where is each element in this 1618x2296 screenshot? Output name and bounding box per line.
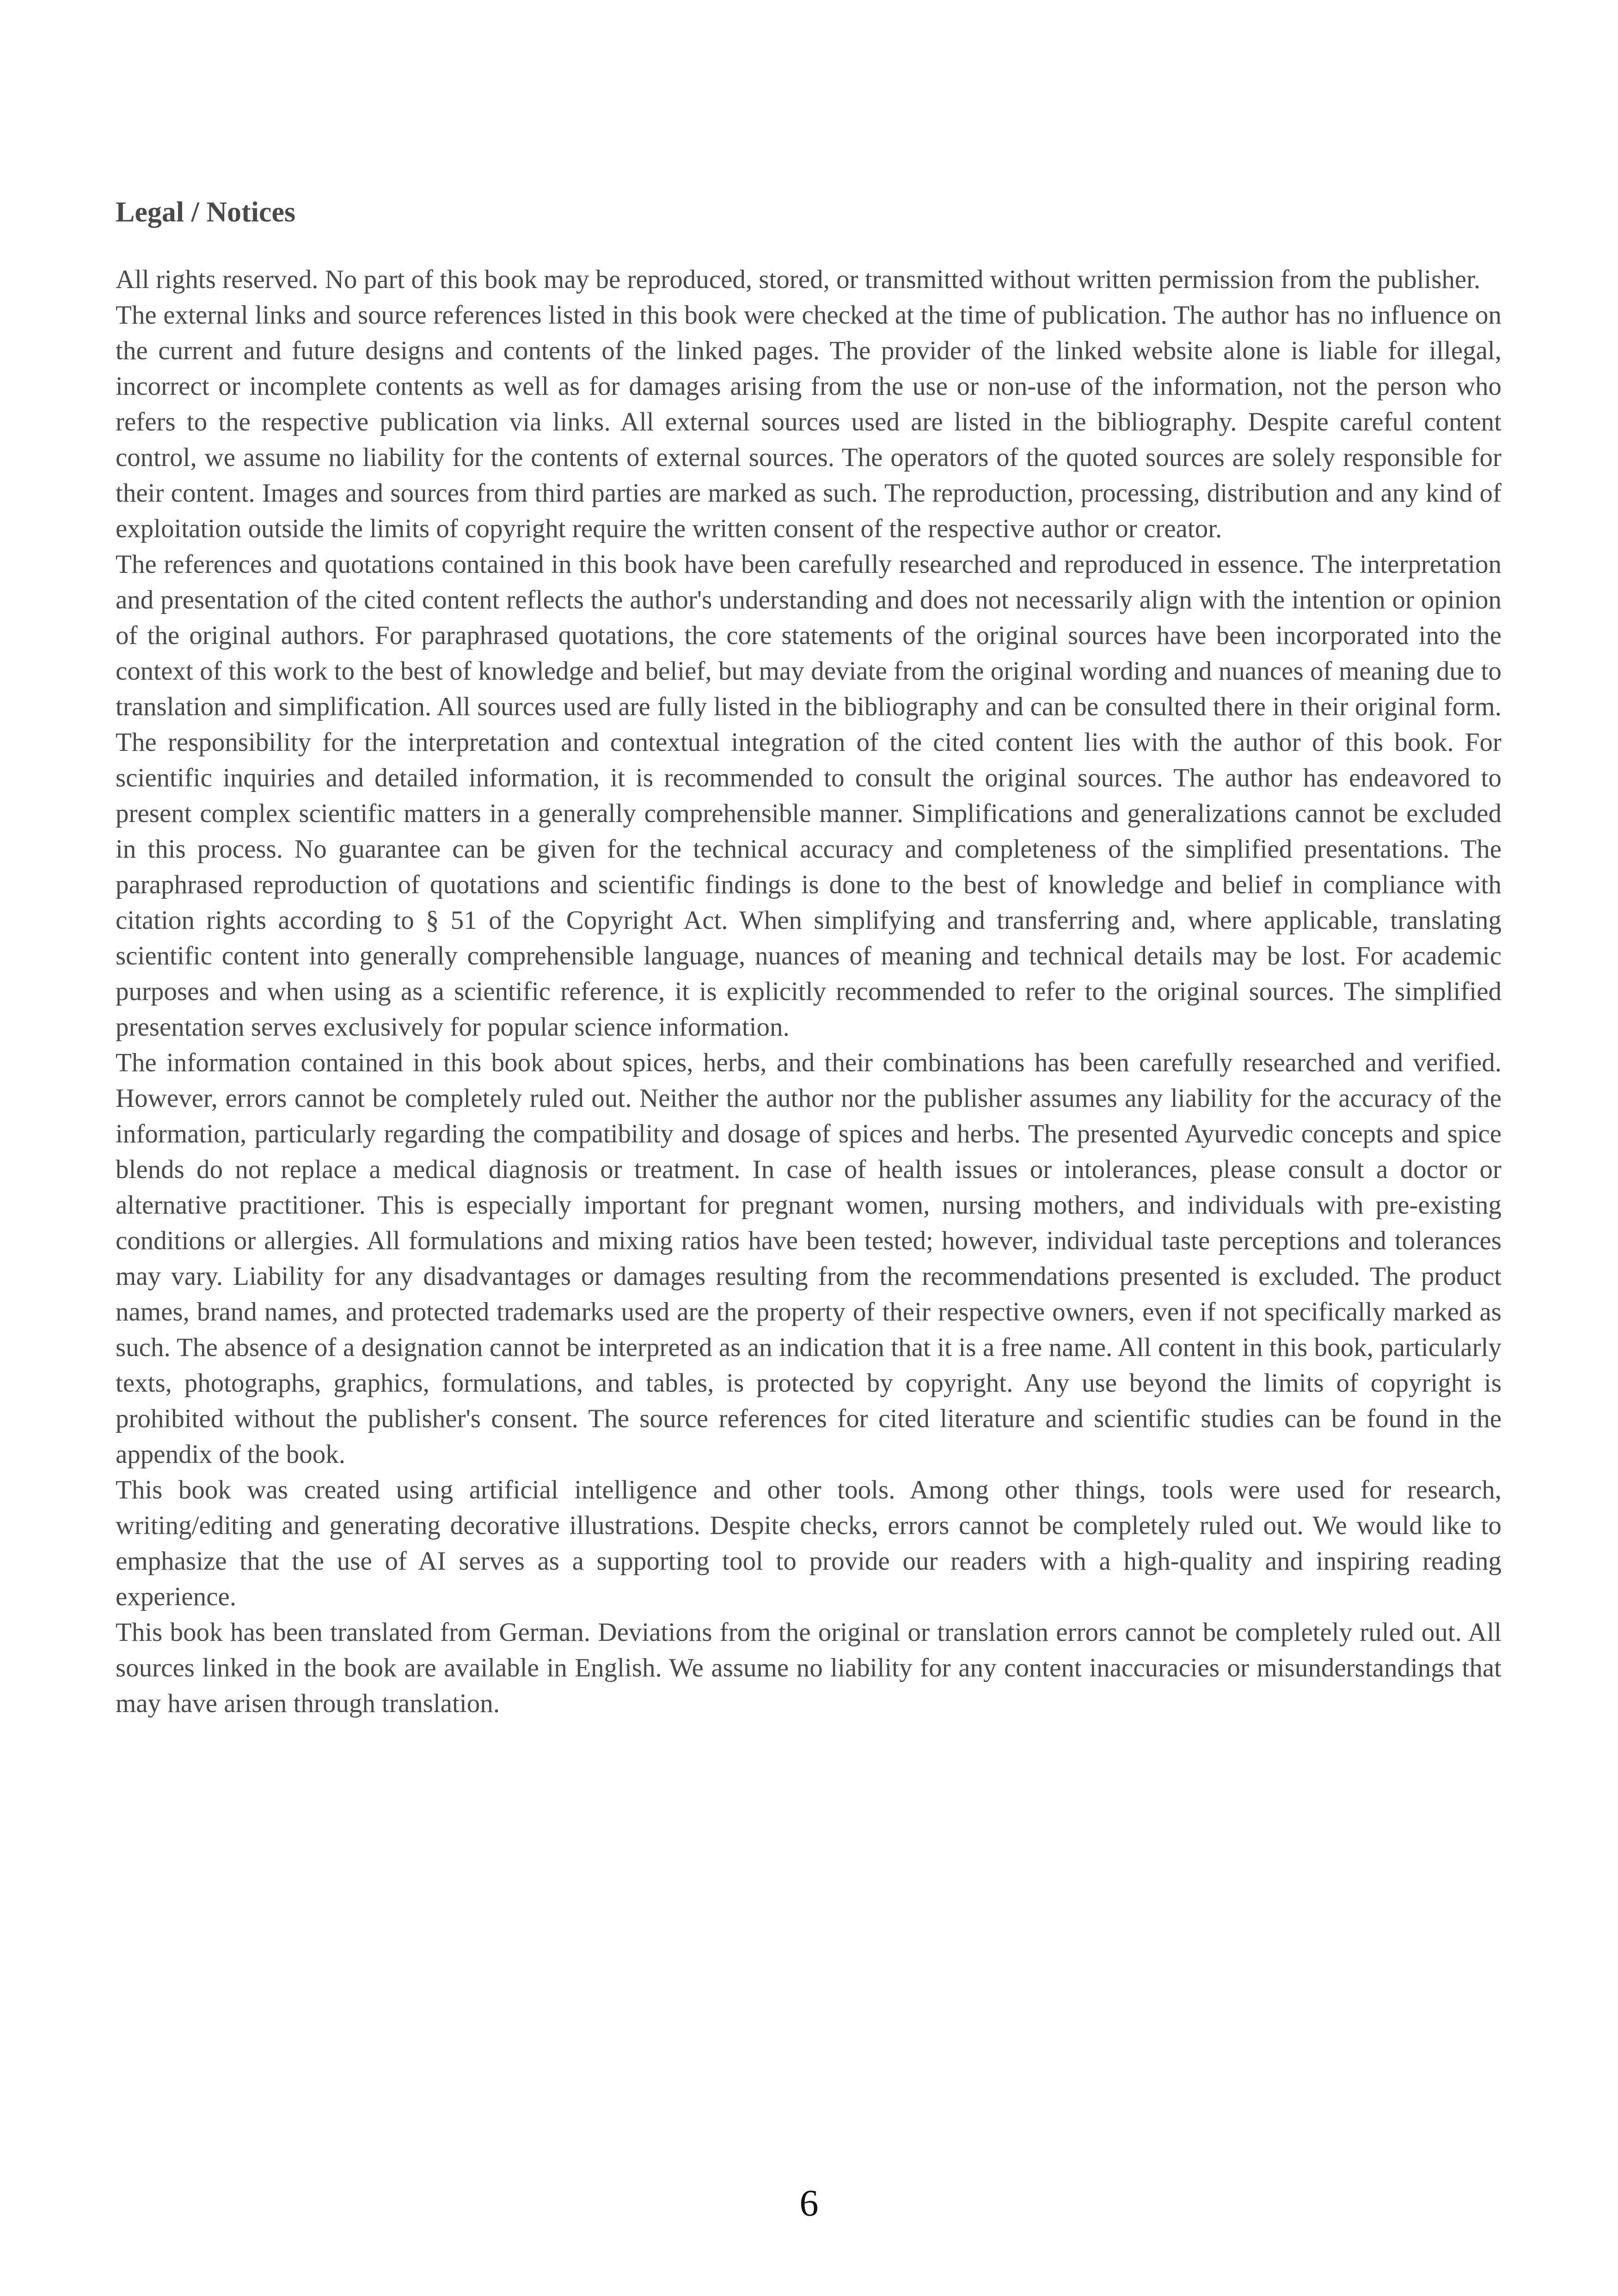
paragraph-external-links: The external links and source references listed in this book were checked at the time of publication. The author has no influence on the current and future designs and contents of the linked pages. The provider of the linked website alone is liable for illegal, incorrect or incomplete contents as well as for damages arising from the use or non-use of the information, not the person who refers to the respective publication via links. All external sources used are listed in the bibliography. Despite careful content control, we assume no liability for the contents of external sources. The operators of the quoted sources are solely responsible for their content. Images and sources from third parties are marked as such. The reproduction, processing, distribution and any kind of exploitation outside the limits of copyright require the written consent of the respective author or creator. xyxy=(116,301,1502,543)
paragraph-references-quotations: The references and quotations contained in this book have been carefully researched and reproduced in essence. The interpretation and presentation of the cited content reflects the author's understanding and does not necessarily align with the intention or opinion of the original authors. For paraphrased quotations, the core statements of the original sources have been incorporated into the context of this work to the best of knowledge and belief, but may deviate from the original wording and nuances of meaning due to translation and simplification. All sources used are fully listed in the bibliography and can be consulted there in their original form. The responsibility for the interpretation and contextual integration of the cited content lies with the author of this book. For scientific inquiries and detailed information, it is recommended to consult the original sources. The author has endeavored to present complex scientific matters in a generally comprehensible manner. Simplifications and generalizations cannot be excluded in this process. No guarantee can be given for the technical accuracy and completeness of the simplified presentations. The paraphrased reproduction of quotations and scientific findings is done to the best of knowledge and belief in compliance with citation rights according to § 51 of the Copyright Act. When simplifying and transferring and, where applicable, translating scientific content into generally comprehensible language, nuances of meaning and technical details may be lost. For academic purposes and when using as a scientific reference, it is explicitly recommended to refer to the original sources. The simplified presentation serves exclusively for popular science information. xyxy=(116,550,1502,1042)
page-number: 6 xyxy=(799,2182,819,2224)
legal-notices-section xyxy=(116,194,1502,1721)
paragraph-translation: This book has been translated from German. Deviations from the original or translation errors cannot be completely ruled out. All sources linked in the book are available in English. We assume no liability for any content inaccuracies or misunderstandings that may have arisen through translation. xyxy=(116,1618,1502,1718)
paragraph-ai-usage: This book was created using artificial intelligence and other tools. Among other things, tools were used for research, writing/editing and generating decorative illustrations. Despite checks, errors cannot be completely ruled out. We would like to emphasize that the use of AI serves as a supporting tool to provide our readers with a high-quality and inspiring reading experience. xyxy=(116,1475,1502,1611)
paragraph-spices-herbs-disclaimer: The information contained in this book about spices, herbs, and their combinations has been carefully researched and verified. However, errors cannot be completely ruled out. Neither the author nor the publisher assumes any liability for the accuracy of the information, particularly regarding the compatibility and dosage of spices and herbs. The presented Ayurvedic concepts and spice blends do not replace a medical diagnosis or treatment. In case of health issues or intolerances, please consult a doctor or alternative practitioner. This is especially important for pregnant women, nursing mothers, and individuals with pre-existing conditions or allergies. All formulations and mixing ratios have been tested; however, individual taste perceptions and tolerances may vary. Liability for any disadvantages or damages resulting from the recommendations presented is excluded. The product names, brand names, and protected trademarks used are the property of their respective owners, even if not specifically marked as such. The absence of a designation cannot be interpreted as an indication that it is a free name. All content in this book, particularly texts, photographs, graphics, formulations, and tables, is protected by copyright. Any use beyond the limits of copyright is prohibited without the publisher's consent. The source references for cited literature and scientific studies can be found in the appendix of the book. xyxy=(116,1048,1502,1469)
page-heading: Legal / Notices xyxy=(116,196,296,228)
paragraph-rights-reserved: All rights reserved. No part of this book may be reproduced, stored, or transmitted without written permission from the publisher. xyxy=(116,265,1481,294)
